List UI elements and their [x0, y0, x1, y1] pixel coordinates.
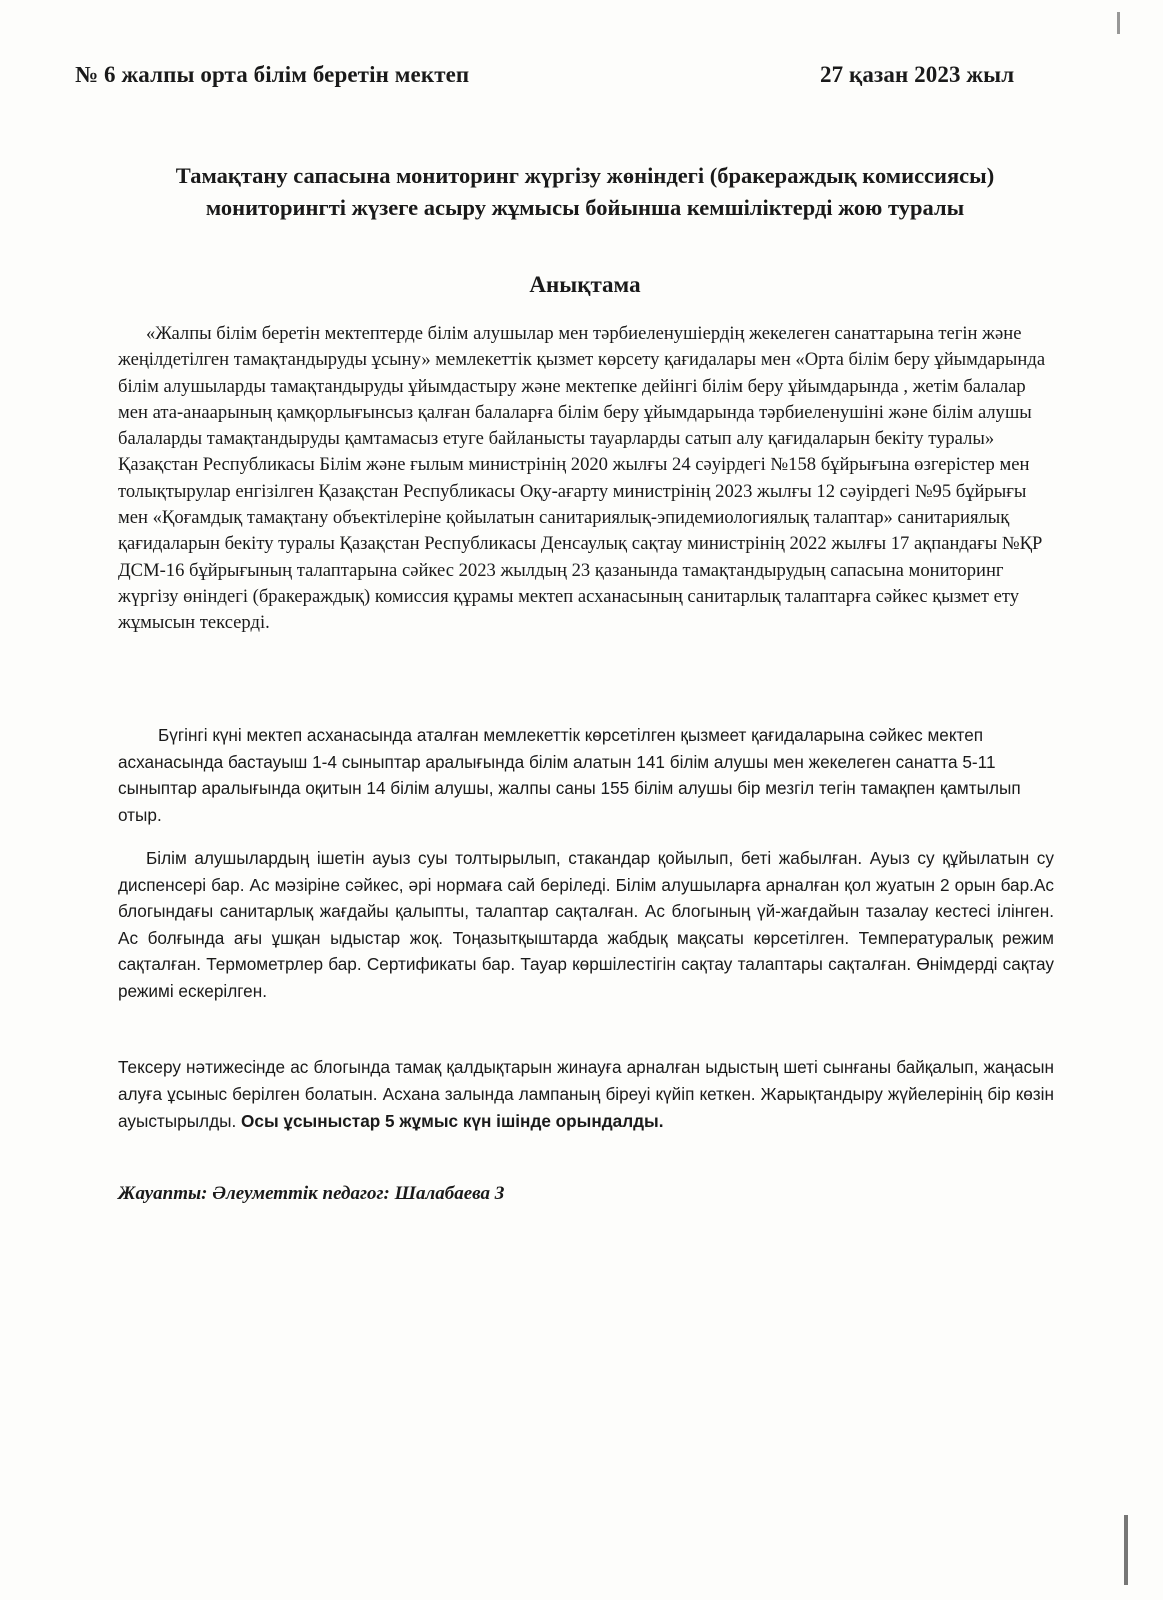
scan-mark-top-right — [1117, 12, 1120, 34]
paragraph-4-text: Тексеру нәтижесінде ас блогында тамақ қалдықтарын жинауға арналған ыдыстың шеті сынғаны байқалып, жаңасын алуға ұсыныс берілген болатын. Асхана залында лампаның біреуі күйіп кеткен. Жарықтандыру жүйелерінің бір көзін ауыстырылды. — [118, 1057, 1054, 1131]
signature-line: Жауапты: Әлеуметтік педагог: Шалабаева З — [118, 1183, 505, 1204]
document-date: 27 қазан 2023 жыл — [820, 62, 1015, 87]
school-name: № 6 жалпы орта білім беретін мектеп — [75, 62, 470, 87]
paragraph-3-text: Білім алушылардың ішетін ауыз суы толтырылып, стакандар қойылып, беті жабылған. Ауыз су құйылатын су диспенсері бар. Ас мәзіріне сәйкес, әрі нормаға сай беріледі. Білім алушыларға арналған қол жуатын 2 орын бар.Ас блогындағы санитарлық жағдайы қалыпты, талаптар сақталған. Ас блогының үй-жағдайын тазалау кестесі ілінген. Ас болғында ағы ұшқан ыдыстар жоқ. Тоңазытқыштарда жабдық мақсаты көрсетілген. Температуралық режим сақталған. Термометрлер бар. Сертификаты бар. Тауар көршілестігін сақтау талаптары сақталған. Өнімдерді сақтау режимі ескерілген. — [118, 848, 1054, 1001]
scan-mark-bottom-right — [1124, 1515, 1128, 1585]
paragraph-3 — [118, 845, 1054, 1004]
paragraph-1-text: «Жалпы білім беретін мектептерде білім алушылар мен тәрбиеленушiердің жекелеген санаттарына тегін және жеңілдетілген тамақтандыруды ұсыну» мемлекеттік қызмет көрсету қағидалары мен «Орта білім беру ұйымдарында білім алушыларды тамақтандыруды ұйымдастыру және мектепке дейінгі білім беру ұйымдарында , жетім балалар мен ата-анаарының қамқорлығынсыз қалған балаларға білім беру ұйымдарында тәрбиеленушіні және білім алушы балаларды тамақтандыруды қамтамасыз етуге байланысты тауарларды сатып алу қағидаларын бекіту туралы» Қазақстан Республикасы Білім және ғылым министрінің 2020 жылғы 24 сәуірдегі №158 бұйрығына өзгерістер мен толықтырулар енгізілген Қазақстан Республикасы Оқу-ағарту министрінің 2023 жылғы 12 сәуірдегі №95 бұйрығы мен «Қоғамдық тамақтану объектілеріне қойылатын санитариялық-эпидемиологиялық талаптар» санитариялық қағидаларын бекіту туралы Қазақстан Республикасы Денсаулық сақтау министрінің 2022 жылғы 17 ақпандағы №ҚР ДСМ-16 бұйрығының талаптарына сәйкес 2023 жылдың 23 қазанында тамақтандырудың сапасына мониторинг жүргізу өніндегі (бракераждық) комиссия құрамы мектеп асханасының санитарлық талаптарға сәйкес қызмет ету жұмысын тексерді. — [118, 323, 1046, 634]
paragraph-2-text: Бүгінгі күні мектеп асханасында аталған мемлекеттік көрсетілген қызмеет қағидаларына сәйкес мектеп асханасында бастауыш 1-4 сыныптар аралығында білім алатын 141 білім алушы мен жекелеген санатта 5-11 сыныптар аралығында оқитын 14 білім алушы, жалпы саны 155 білім алушы бір мезгіл тегін тамақпен қамтылып отыр. — [118, 725, 1021, 825]
paragraph-2 — [118, 722, 1054, 828]
paragraph-4-bold-text: Осы ұсыныстар 5 жұмыс күн ішінде орындалды. — [241, 1111, 664, 1131]
paragraph-4 — [118, 1054, 1054, 1135]
document-subtitle: Анықтама — [529, 272, 641, 297]
paragraph-1 — [118, 321, 1054, 637]
document-title: Тамақтану сапасына мониторинг жүргізу жөніндегі (бракераждық комиссиясы) мониторингті жүзеге асыру жұмысы бойынша кемшіліктерді жою туралы — [175, 163, 995, 220]
